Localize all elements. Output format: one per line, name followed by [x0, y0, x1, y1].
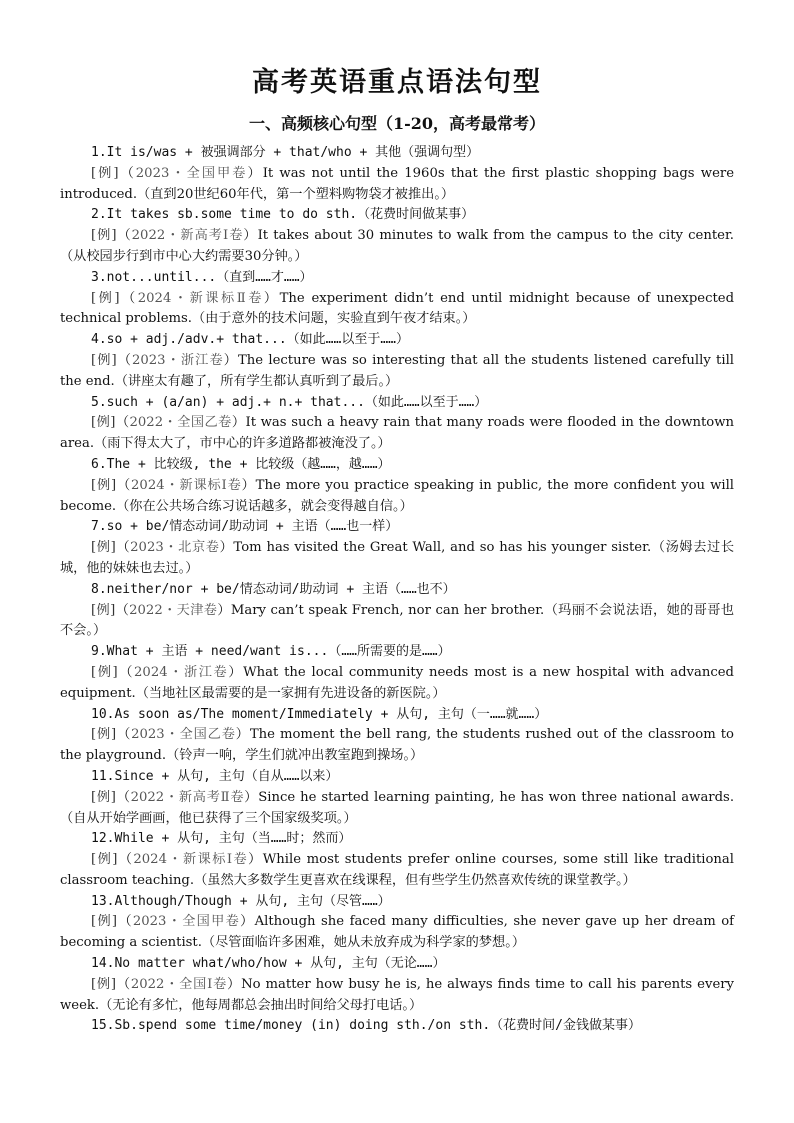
example-sentence: It was such a heavy rain that many roads were flooded in the downtown area.（雨下得太大了，市中心的许多道路都被淹没了。）	[60, 415, 735, 452]
example-line: [例]（2022・全国Ⅰ卷）No matter how busy he is, he always finds time to call his parents every week.（无论有多忙，他每周都总会抽出时间给父母打电话。）	[60, 976, 734, 1013]
example-sentence: The moment the bell rang, the students rushed out of the classroom to the playground.（铃声一响，学生们就冲出教室跑到操场。）	[60, 727, 734, 764]
example-label: [例]	[91, 228, 117, 244]
exam-source: 2023・全国乙卷	[131, 727, 236, 743]
example-line: [例]（2024・新课标Ⅱ卷）The experiment didn’t end until midnight because of unexpected technical problems.（由于意外的技术问题，实验直到午夜才结束。）	[60, 290, 735, 327]
pattern-line: 7.so + be/情态动词/助动词 + 主语（……也一样）	[91, 519, 399, 535]
pattern-line: 13.Although/Though + 从句, 主句（尽管……）	[91, 893, 391, 909]
example-line: [例]（2022・天津卷）Mary can’t speak French, nor can her brother.（玛丽不会说法语，她的哥哥也不会。）	[60, 602, 735, 639]
example-sentence: What the local community needs most is a new hospital with advanced equipment.（当地社区最需要的是一家拥有先进设备的新医院。）	[60, 664, 734, 701]
example-label: [例]	[91, 290, 120, 306]
example-sentence: It was not until the 1960s that the first plastic shopping bags were introduced.（直到20世纪60年代，第一个塑料购物袋才被推出。）	[60, 165, 735, 202]
exam-source: 2022・新高考Ⅱ卷	[130, 789, 245, 805]
example-label: [例]	[91, 540, 116, 556]
exam-source: 2024・浙江卷	[134, 664, 229, 680]
example-line: [例]（2023・全国甲卷）It was not until the 1960s that the first plastic shopping bags were introduced.（直到20世纪60年代，第一个塑料购物袋才被推出。）	[60, 165, 735, 202]
exam-source: 2024・新课标Ⅰ卷	[131, 477, 242, 493]
example-sentence: Tom has visited the Great Wall, and so has his younger sister.（汤姆去过长城，他的妹妹也去过。）	[60, 540, 735, 576]
exam-source: 2022・新高考Ⅰ卷	[131, 228, 244, 244]
pattern-line: 9.What + 主语 + need/want is...（……所需要的是……）	[91, 644, 451, 660]
pattern-line: 4.so + adj./adv.+ that...（如此……以至于……）	[91, 332, 409, 348]
pattern-line: 3.not...until...（直到……才……）	[91, 269, 313, 285]
example-line: [例]（2023・北京卷）Tom has visited the Great Wall, and so has his younger sister.（汤姆去过长城，他的妹妹也去过。）	[60, 540, 735, 576]
example-label: [例]	[91, 789, 116, 805]
exam-source: 2023・全国甲卷	[132, 914, 241, 930]
exam-source: 2022・全国乙卷	[129, 415, 232, 431]
example-label: [例]	[91, 415, 116, 431]
example-line: [例]（2023・浙江卷）The lecture was so interesting that all the students listened carefully till the end.（讲座太有趣了，所有学生都认真听到了最后。）	[60, 352, 735, 389]
exam-source: 2024・新课标Ⅱ卷	[137, 290, 264, 306]
exam-source: 2022・天津卷	[129, 602, 218, 618]
example-line: [例]（2023・全国甲卷）Although she faced many difficulties, she never gave up her dream of becoming a scientist.（尽管面临许多困难，她从未放弃成为科学家的梦想。）	[60, 914, 735, 951]
pattern-list	[60, 143, 734, 1037]
pattern-line: 5.such + (a/an) + adj.+ n.+ that...（如此……以至于……）	[91, 394, 488, 410]
example-sentence: While most students prefer online courses, some still like traditional classroom teaching.（虽然大多数学生更喜欢在线课程，但有些学生仍然喜欢传统的课堂教学。）	[60, 852, 734, 888]
example-sentence: No matter how busy he is, he always finds time to call his parents every week.（无论有多忙，他每周都总会抽出时间给父母打电话。）	[60, 976, 734, 1013]
example-label: [例]	[91, 914, 118, 930]
example-line: [例]（2024・新课标Ⅰ卷）The more you practice speaking in public, the more confident you will become.（你在公共场合练习说话越多，就会变得越自信。）	[60, 477, 735, 514]
example-line: [例]（2024・新课标Ⅰ卷）While most students prefer online courses, some still like traditional classroom teaching.（虽然大多数学生更喜欢在线课程，但有些学生仍然喜欢传统的课堂教学。）	[60, 852, 734, 888]
exam-source: 2023・全国甲卷	[135, 165, 248, 181]
example-sentence: The more you practice speaking in public, the more confident you will become.（你在公共场合练习说话越多，就会变得越自信。）	[60, 477, 735, 514]
example-line: [例]（2022・新高考Ⅱ卷）Since he started learning painting, he has won three national awards.（自从开始学画画，他已获得了三个国家级奖项。）	[60, 789, 735, 826]
example-label: [例]	[91, 477, 117, 493]
page-title: 高考英语重点语法句型	[252, 67, 542, 98]
pattern-line: 14.No matter what/who/how + 从句, 主句（无论……）	[91, 956, 446, 972]
example-label: [例]	[91, 727, 117, 743]
example-line: [例]（2022・全国乙卷）It was such a heavy rain that many roads were flooded in the downtown area.（雨下得太大了，市中心的许多道路都被淹没了。）	[60, 415, 735, 452]
example-label: [例]	[91, 664, 118, 680]
pattern-line: 2.It takes sb.some time to do sth.（花费时间做某事）	[91, 207, 475, 223]
example-line: [例]（2024・浙江卷）What the local community needs most is a new hospital with advanced equipment.（当地社区最需要的是一家拥有先进设备的新医院。）	[60, 664, 734, 701]
example-label: [例]	[91, 976, 117, 992]
example-label: [例]	[91, 352, 117, 368]
example-sentence: The lecture was so interesting that all the students listened carefully till the end.（讲座太有趣了，所有学生都认真听到了最后。）	[60, 352, 735, 389]
example-label: [例]	[91, 602, 116, 618]
exam-source: 2022・全国Ⅰ卷	[130, 976, 228, 992]
example-sentence: It takes about 30 minutes to walk from the campus to the city center.（从校园步行到市中心大约需要30分钟。）	[60, 228, 734, 264]
section-heading: 一、高频核心句型（1-20，高考最常考）	[248, 114, 546, 133]
example-line: [例]（2023・全国乙卷）The moment the bell rang, the students rushed out of the classroom to the playground.（铃声一响，学生们就冲出教室跑到操场。）	[60, 727, 734, 764]
exam-source: 2024・新课标Ⅰ卷	[133, 852, 249, 868]
example-line: [例]（2022・新高考Ⅰ卷）It takes about 30 minutes to walk from the campus to the city center.（从校园步行到市中心大约需要30分钟。）	[60, 228, 734, 264]
example-sentence: Since he started learning painting, he has won three national awards.（自从开始学画画，他已获得了三个国家级奖项。）	[60, 789, 735, 826]
example-label: [例]	[91, 165, 119, 181]
pattern-line: 1.It is/was + 被强调部分 + that/who + 其他（强调句型）	[91, 145, 480, 160]
pattern-line: 15.Sb.spend some time/money (in) doing sth./on sth.（花费时间/金钱做某事）	[91, 1018, 641, 1034]
exam-source: 2023・浙江卷	[132, 352, 224, 368]
example-label: [例]	[91, 852, 118, 868]
exam-source: 2023・北京卷	[130, 540, 220, 556]
pattern-line: 8.neither/nor + be/情态动词/助动词 + 主语（……也不）	[91, 581, 456, 597]
pattern-line: 11.Since + 从句, 主句（自从……以来）	[91, 768, 339, 784]
pattern-line: 12.While + 从句, 主句（当……时；然而）	[91, 831, 352, 847]
example-sentence: Mary can’t speak French, nor can her brother.（玛丽不会说法语，她的哥哥也不会。）	[60, 602, 735, 639]
example-sentence: Although she faced many difficulties, she never gave up her dream of becoming a scientist.（尽管面临许多困难，她从未放弃成为科学家的梦想。）	[60, 914, 735, 951]
pattern-line: 6.The + 比较级, the + 比较级（越……，越……）	[91, 456, 391, 472]
example-sentence: The experiment didn’t end until midnight because of unexpected technical problems.（由于意外的技术问题，实验直到午夜才结束。）	[60, 290, 735, 327]
pattern-line: 10.As soon as/The moment/Immediately + 从句, 主句（一……就……）	[91, 706, 548, 722]
